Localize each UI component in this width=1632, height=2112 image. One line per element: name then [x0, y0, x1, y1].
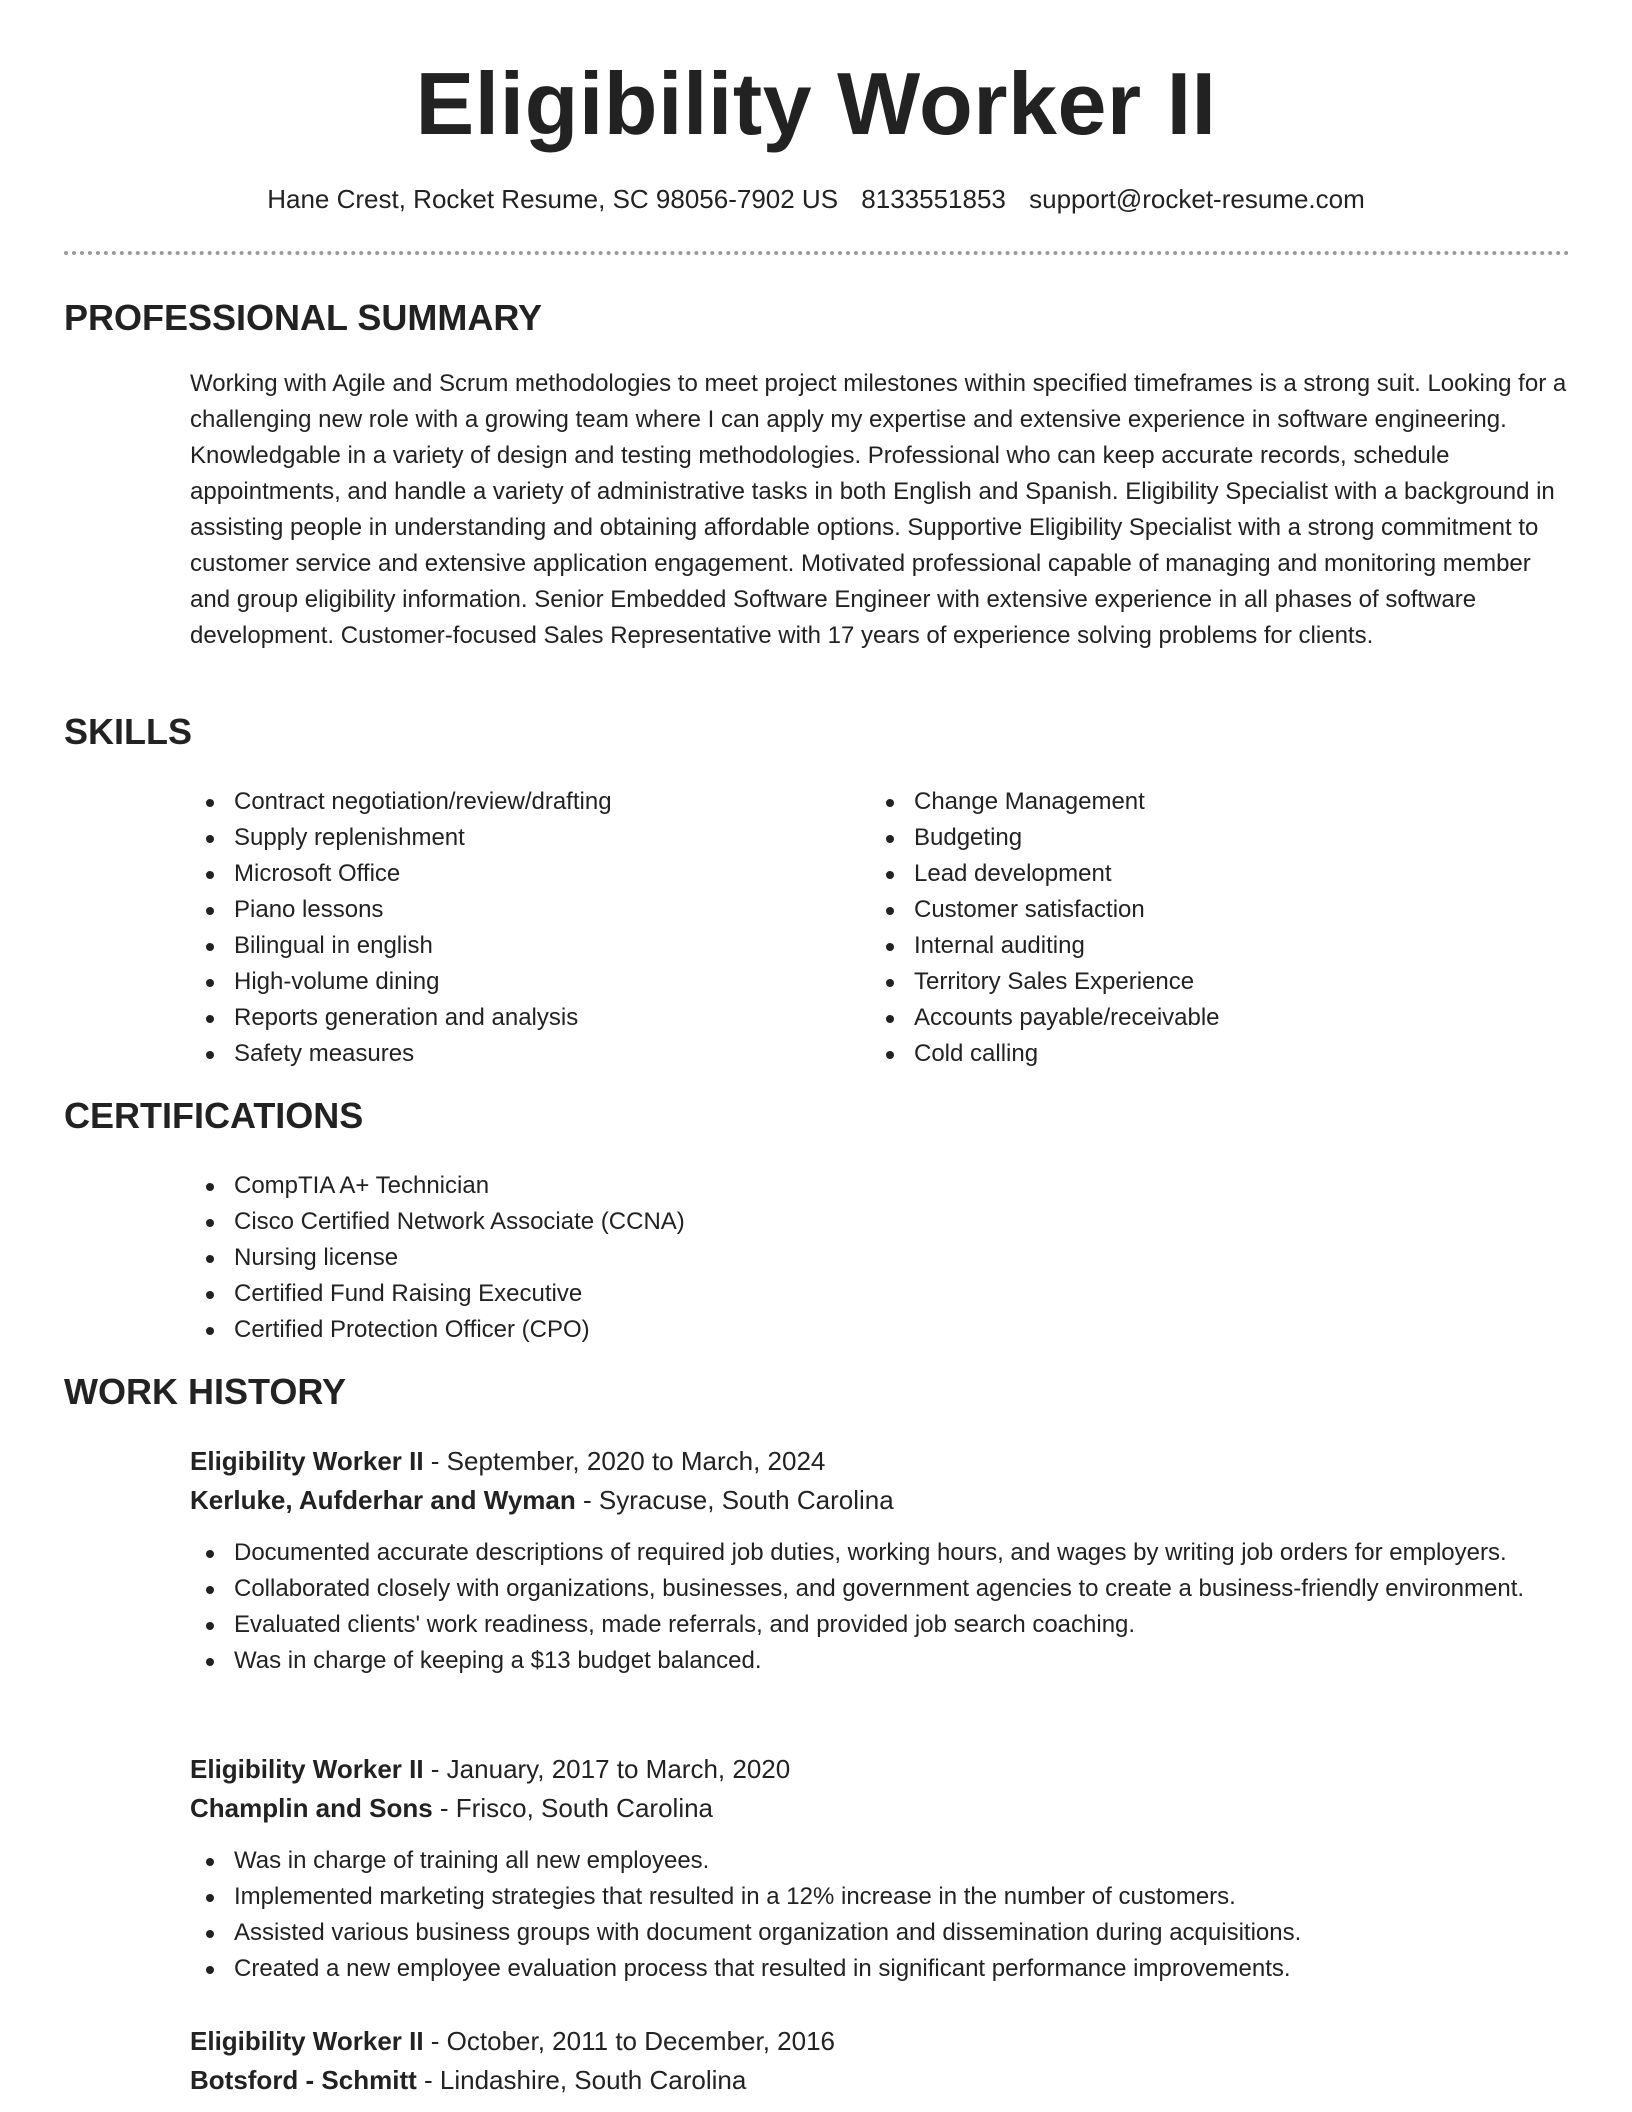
job-company-line: [190, 1481, 1572, 1520]
skill-item: Bilingual in english: [190, 928, 830, 964]
skills-list-right: [870, 784, 1510, 1072]
certification-item: Cisco Certified Network Associate (CCNA): [190, 1204, 1190, 1240]
job-duty: Evaluated clients' work readiness, made referrals, and provided job search coaching.: [190, 1607, 1572, 1643]
job-location: - Frisco, South Carolina: [432, 1793, 714, 1823]
certification-item: Nursing license: [190, 1240, 1190, 1276]
job-title-line: [190, 1442, 1572, 1481]
job-location: - Syracuse, South Carolina: [575, 1485, 894, 1515]
skill-item: Microsoft Office: [190, 856, 830, 892]
job-company-line: [190, 1789, 1572, 1828]
job-entry: [190, 1750, 1572, 1987]
job-entry: [190, 1442, 1572, 1679]
job-company-line: [190, 2061, 1572, 2100]
job-duty: Was in charge of training all new employees.: [190, 1843, 1572, 1879]
section-title-summary: PROFESSIONAL SUMMARY: [64, 297, 543, 338]
skill-item: Customer satisfaction: [870, 892, 1510, 928]
skill-item: Territory Sales Experience: [870, 964, 1510, 1000]
skill-item: Safety measures: [190, 1036, 830, 1072]
job-duty: Collaborated closely with organizations, businesses, and government agencies to create a business-friendly environment.: [190, 1571, 1572, 1607]
certification-item: Certified Fund Raising Executive: [190, 1276, 1190, 1312]
section-title-work-history: WORK HISTORY: [64, 1371, 347, 1412]
skill-item: Change Management: [870, 784, 1510, 820]
job-company: Botsford - Schmitt: [190, 2065, 417, 2095]
job-duties-list: [190, 1843, 1572, 1987]
skill-item: Contract negotiation/review/drafting: [190, 784, 830, 820]
skill-item: Supply replenishment: [190, 820, 830, 856]
job-role: Eligibility Worker II: [190, 2026, 424, 2056]
job-title-line: [190, 2022, 1572, 2061]
summary-text: Working with Agile and Scrum methodologies to meet project milestones within specified timeframes is a strong suit. Looking for a challenging new role with a growing team where I can apply my expertise and extensive experience in software engineering. Knowledgable in a variety of design and testing methodologies. Professional who can keep accurate records, schedule appointments, and handle a variety of administrative tasks in both English and Spanish. Eligibility Specialist with a background in assisting people in understanding and obtaining affordable options. Supportive Eligibility Specialist with a strong commitment to customer service and extensive application engagement. Motivated professional capable of managing and monitoring member and group eligibility information. Senior Embedded Software Engineer with extensive experience in all phases of software development. Customer-focused Sales Representative with 17 years of experience solving problems for clients.: [190, 370, 1567, 649]
candidate-name: Eligibility Worker II: [415, 54, 1217, 153]
contact-email: support@rocket-resume.com: [1029, 184, 1365, 214]
contact-line: [0, 181, 1632, 217]
skill-item: Reports generation and analysis: [190, 1000, 830, 1036]
job-duty: Created a new employee evaluation process that resulted in significant performance improvements.: [190, 1951, 1572, 1987]
skill-item: Budgeting: [870, 820, 1510, 856]
section-title-skills: SKILLS: [64, 711, 193, 752]
job-duty: Was in charge of keeping a $13 budget balanced.: [190, 1643, 1572, 1679]
header-divider: [64, 251, 1570, 255]
job-duty: Implemented marketing strategies that resulted in a 12% increase in the number of customers.: [190, 1879, 1572, 1915]
contact-phone: 8133551853: [861, 184, 1006, 214]
job-role: Eligibility Worker II: [190, 1446, 424, 1476]
certification-item: Certified Protection Officer (CPO): [190, 1312, 1190, 1348]
certification-item: CompTIA A+ Technician: [190, 1168, 1190, 1204]
skill-item: Internal auditing: [870, 928, 1510, 964]
job-duty: Assisted various business groups with document organization and dissemination during acquisitions.: [190, 1915, 1572, 1951]
job-duty: Documented accurate descriptions of required job duties, working hours, and wages by writing job orders for employers.: [190, 1535, 1572, 1571]
job-dates: - January, 2017 to March, 2020: [423, 1754, 791, 1784]
contact-address: Hane Crest, Rocket Resume, SC 98056-7902 US: [267, 184, 839, 214]
skills-list-left: [190, 784, 830, 1072]
skill-item: Lead development: [870, 856, 1510, 892]
job-entry: [190, 2022, 1572, 2100]
job-dates: - September, 2020 to March, 2024: [423, 1446, 826, 1476]
job-duties-list: [190, 1535, 1572, 1679]
job-company: Kerluke, Aufderhar and Wyman: [190, 1485, 576, 1515]
job-location: - Lindashire, South Carolina: [416, 2065, 747, 2095]
job-title-line: [190, 1750, 1572, 1789]
job-role: Eligibility Worker II: [190, 1754, 424, 1784]
job-dates: - October, 2011 to December, 2016: [423, 2026, 836, 2056]
job-company: Champlin and Sons: [190, 1793, 433, 1823]
certifications-list: [190, 1168, 1190, 1348]
skill-item: Accounts payable/receivable: [870, 1000, 1510, 1036]
section-title-certifications: CERTIFICATIONS: [64, 1095, 364, 1136]
skill-item: Piano lessons: [190, 892, 830, 928]
skill-item: High-volume dining: [190, 964, 830, 1000]
skill-item: Cold calling: [870, 1036, 1510, 1072]
